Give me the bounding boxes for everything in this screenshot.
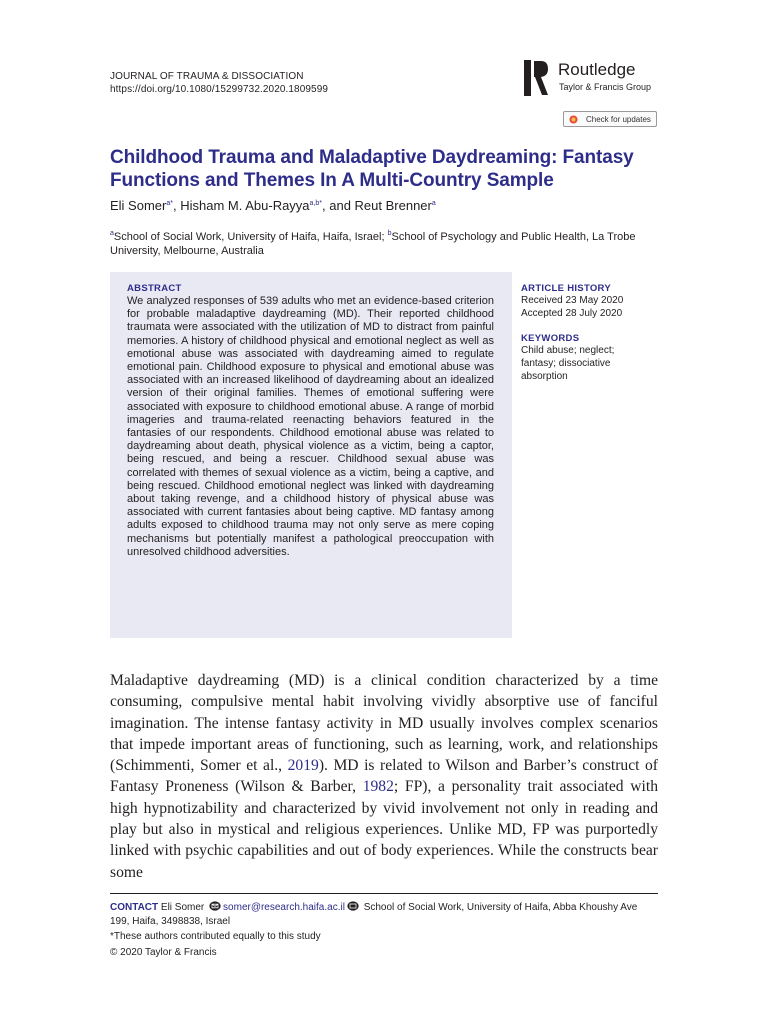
author-list: Eli Somer$^{a*}$, Hisham M. Abu-Rayya$^{a,b*}$, and Reut Brenner$^a$ (110, 198, 436, 213)
copyright: © 2020 Taylor & Francis (110, 947, 217, 958)
journal-header (110, 70, 328, 96)
abstract-text: We analyzed responses of 539 adults who met an evidence-based criterion for probable maladaptive daydreaming (MD). Their reported childhood traumata were associated with the utilization of MD to distract from painful memories. A history of childhood physical and emotional neglect as well as emotional abuse was associated with daydreaming aimed to regulate emotional pain. Childhood exposure to physical and emotional abuse was associated with an increased likelihood of daydreaming about an idealized version of their original families. Themes of emotional suffering were associated with exposure to childhood emotional abuse. A range of morbid imageries and trauma-related reenacting behaviors featured in the fantasies of our respondents. Childhood emotional abuse was related to daydreaming about death, physical violence as a victim, being a captor, being rescued, and being a rescuer. Childhood sexual abuse was correlated with themes of sexual violence as a victim, being a captive, and being rescued. Childhood emotional neglect was linked with daydreaming about taking revenge, and a childhood history of physical abuse was associated with current fantasies about being captive. MD fantasy among adults exposed to childhood trauma may not only serve as mere coping mechanisms but potentially manifest a pathological preoccupation with unresolved childhood adversities. (127, 295, 494, 558)
author-3-affil: a (431, 200, 436, 207)
keywords (521, 333, 651, 383)
footer-divider (110, 893, 658, 894)
author-3[interactable]: Reut Brenner (354, 198, 432, 213)
publisher-name: Routledge (558, 60, 636, 79)
citation-link[interactable]: 1982 (362, 778, 394, 796)
article-history (521, 283, 661, 320)
received-date: Received 23 May 2020 (521, 295, 624, 306)
doi-link[interactable]: https://doi.org/10.1080/15299732.2020.1809599 (110, 84, 329, 95)
citation-link[interactable]: 2019 (287, 757, 319, 775)
author-1-affil: a* (166, 200, 173, 207)
address-icon (347, 901, 359, 911)
author-1[interactable]: Eli Somer (110, 198, 167, 213)
update-badge-icon (569, 115, 578, 124)
article-history-heading: ARTICLE HISTORY (521, 283, 612, 294)
routledge-logo-icon (522, 58, 550, 98)
author-2-affil: a,b* (309, 200, 323, 207)
affiliation-b: School of Psychology and Public Health, La Trobe University, Melbourne, Australia (110, 231, 636, 257)
affiliations: $^a$School of Social Work, University of Haifa, Haifa, Israel; $^b$School of Psychology and Public Health, La Trobe University, Melbourne, Australia (110, 230, 636, 257)
email-icon (209, 901, 221, 911)
accepted-date: Accepted 28 July 2020 (521, 308, 623, 319)
journal-name: JOURNAL OF TRAUMA & DISSOCIATION (110, 71, 304, 82)
contact-info (110, 901, 658, 929)
abstract-box (110, 272, 512, 638)
check-for-updates-button[interactable] (563, 111, 657, 127)
check-updates-label: Check for updates (586, 115, 651, 124)
author-2[interactable]: Hisham M. Abu-Rayya (180, 198, 310, 213)
contact-label: CONTACT (110, 902, 159, 913)
abstract-heading: ABSTRACT (127, 283, 182, 294)
publisher-group: Taylor & Francis Group (559, 82, 652, 92)
body-paragraph: Maladaptive daydreaming (MD) is a clinical condition characterized by a time consuming, compulsive mental habit involving vividly absorptive use of fanciful imagination. The intense fantasy activity in MD usually involves complex scenarios that impede important areas of functioning, such as learning, work, and relationships (Schimmenti, Somer et al., 2019). MD is related to Wilson and Barber’s construct of Fantasy Proneness (Wilson & Barber, 1982; FP), a personality trait associated with high hypnotizability and characterized by vivid involvement not only in reading and play but also in mystical and religious experiences. Unlike MD, FP was purportedly linked with psychic capabilities and out of body experiences. While the constructs bear some (110, 672, 658, 881)
contact-address: School of Social Work, University of Haifa, Abba Khoushy Ave 199, Haifa, 3498838, Israel (110, 902, 638, 927)
keywords-heading: KEYWORDS (521, 333, 580, 344)
equal-contribution-note: *These authors contributed equally to this study (110, 931, 321, 942)
contact-name: Eli Somer (158, 902, 208, 913)
affiliation-a: School of Social Work, University of Haifa, Haifa, Israel; (113, 231, 388, 243)
contact-email-link[interactable]: somer@research.haifa.ac.il (223, 902, 345, 913)
publisher-logo (522, 58, 662, 98)
article-title: Childhood Trauma and Maladaptive Daydreaming: Fantasy Functions and Themes In A Multi-Country Sample (110, 147, 634, 191)
keywords-text: Child abuse; neglect; fantasy; dissociative absorption (521, 345, 615, 382)
